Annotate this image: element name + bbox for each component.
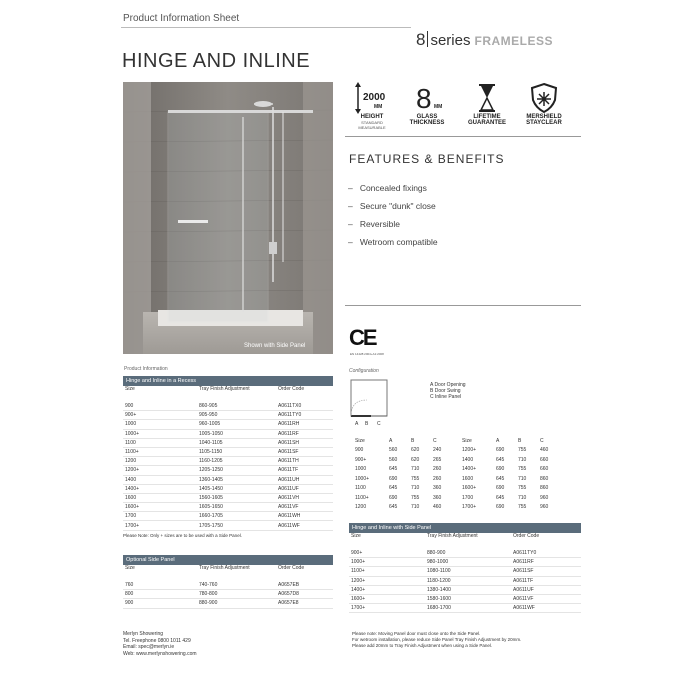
table-cell: 645 xyxy=(496,475,505,482)
table-row xyxy=(123,581,333,590)
table-cell: 360 xyxy=(433,485,442,492)
hinge-table-band: Hinge and Inline in a Recess xyxy=(123,376,333,386)
footer-company: Merlyn Showering xyxy=(123,631,164,637)
table-cell: A0611UH xyxy=(276,475,333,484)
table-cell: 1000+ xyxy=(349,558,425,567)
table-cell: 690 xyxy=(389,475,398,482)
table-cell: 710 xyxy=(518,475,527,482)
table-row xyxy=(462,484,562,494)
table-cell: 1700+ xyxy=(349,604,425,613)
table-cell: 1000 xyxy=(355,466,367,473)
table-row xyxy=(123,457,333,466)
table-row xyxy=(123,503,333,512)
table-cell: A0611VF xyxy=(276,503,333,512)
table-cell: 1600+ xyxy=(123,503,197,512)
feature-item: – Secure "dunk" close xyxy=(348,201,436,211)
table-row xyxy=(123,512,333,521)
table-cell: 1100+ xyxy=(349,567,425,576)
table-cell: 1600 xyxy=(123,493,197,502)
table-row xyxy=(123,493,333,502)
table-cell: 900+ xyxy=(349,549,425,558)
table-cell: 690 xyxy=(496,485,505,492)
table-cell: 1000+ xyxy=(355,475,370,482)
table-cell: 960 xyxy=(540,504,549,511)
table-cell: 900+ xyxy=(355,456,367,463)
table-cell: 1580-1600 xyxy=(425,594,511,603)
table-cell: 880-900 xyxy=(425,549,511,558)
configuration-heading: Configuration xyxy=(349,368,379,374)
col-code: Order Code xyxy=(513,533,540,539)
table-row xyxy=(462,493,562,503)
table-cell: 1400+ xyxy=(349,585,425,594)
feature-item: – Wetroom compatible xyxy=(348,237,438,247)
table-cell: 660 xyxy=(540,466,549,473)
table-cell: A0611TF xyxy=(511,576,581,585)
table-cell: 1080-1100 xyxy=(425,567,511,576)
feature-item: – Reversible xyxy=(348,219,400,229)
table-cell: 900 xyxy=(123,599,197,608)
dimensions-table-left: Size A B C 900 560 620 240 900+ 560 620 265 1000 645 710 260 1000+ 690 755 260 1100 645 710 360 1100+ 690 755 360 1200 645 710 460 xyxy=(355,436,455,512)
product-title: HINGE AND INLINE xyxy=(122,50,311,72)
table-cell: 710 xyxy=(411,504,420,511)
table-cell: 1200 xyxy=(123,457,197,466)
table-row xyxy=(462,465,562,475)
table-cell: A0611TX0 xyxy=(276,402,333,411)
series-word: series xyxy=(430,32,471,49)
glass-unit: MM xyxy=(434,104,443,110)
table-row xyxy=(355,503,455,513)
lifetime-guarantee-icon xyxy=(462,82,512,126)
table-cell: 960-1005 xyxy=(197,420,276,429)
table-row xyxy=(123,429,333,438)
hinge-table-grid xyxy=(123,386,333,531)
height-unit: MM xyxy=(374,104,383,110)
ce-mark: CE xyxy=(349,325,376,350)
table-cell: 260 xyxy=(433,466,442,473)
table-cell: A0611VH xyxy=(276,493,333,502)
table-cell: 900 xyxy=(355,447,364,454)
table-cell: 645 xyxy=(389,485,398,492)
table-cell: A0657D8 xyxy=(276,590,333,599)
table-cell: 460 xyxy=(433,504,442,511)
side-panel-table xyxy=(123,555,333,609)
table-cell: 460 xyxy=(540,447,549,454)
table-cell: 710 xyxy=(411,485,420,492)
col-tray: Tray Finish Adjustment xyxy=(199,386,250,392)
configuration-legend xyxy=(430,382,466,400)
table-cell: 265 xyxy=(433,456,442,463)
col-size: Size xyxy=(125,565,135,571)
table-row xyxy=(123,438,333,447)
table-cell: 1400 xyxy=(123,475,197,484)
glass-label: GLASS xyxy=(416,114,438,120)
table-cell: 740-760 xyxy=(197,581,276,590)
table-cell: 1200+ xyxy=(349,576,425,585)
glass-thickness-icon xyxy=(402,82,452,126)
table-cell: 710 xyxy=(518,456,527,463)
table-cell: A0611VF xyxy=(511,594,581,603)
table-row xyxy=(462,503,562,513)
table-row xyxy=(123,402,333,411)
table-cell: 560 xyxy=(389,456,398,463)
table-cell: 1405-1450 xyxy=(197,484,276,493)
legend-door-swing: B Door Swing xyxy=(430,388,461,394)
table-cell: A0611SF xyxy=(511,567,581,576)
table-cell: 1105-1150 xyxy=(197,447,276,456)
col-size: Size xyxy=(351,533,361,539)
table-cell: A0611UF xyxy=(276,484,333,493)
table-cell: 1000+ xyxy=(123,429,197,438)
table-row xyxy=(123,411,333,420)
table-cell: 690 xyxy=(496,504,505,511)
table-row xyxy=(123,599,333,608)
table-cell: 1400 xyxy=(462,456,474,463)
table-cell: 1200 xyxy=(355,504,367,511)
table-row xyxy=(349,567,581,576)
table-cell: 860 xyxy=(540,475,549,482)
table-cell: A0657E8 xyxy=(276,599,333,608)
table-cell: 860-905 xyxy=(197,402,276,411)
table-cell: 260 xyxy=(433,475,442,482)
table-cell: 1705-1750 xyxy=(197,521,276,530)
table-cell: 1200+ xyxy=(462,447,477,454)
table-cell: 755 xyxy=(518,485,527,492)
table-cell: 1700+ xyxy=(462,504,477,511)
table-cell: 1200+ xyxy=(123,466,197,475)
table-row xyxy=(355,484,455,494)
table-row xyxy=(355,455,455,465)
combo-grid xyxy=(349,533,581,613)
table-cell: 1100+ xyxy=(123,447,197,456)
table-cell: 1000 xyxy=(123,420,197,429)
product-photo xyxy=(123,82,333,354)
table-cell: 1660-1705 xyxy=(197,512,276,521)
table-cell: 905-950 xyxy=(197,411,276,420)
table-cell: 1700 xyxy=(462,494,474,501)
table-cell: A0611TF xyxy=(276,466,333,475)
table-cell: 1700 xyxy=(123,512,197,521)
table-cell: 1605-1650 xyxy=(197,503,276,512)
configuration-diagram xyxy=(349,378,419,428)
table-cell: 755 xyxy=(411,475,420,482)
table-cell: 900 xyxy=(123,402,197,411)
footer-email: Email: spec@merlyn.ie xyxy=(123,644,175,650)
footer-contact xyxy=(123,631,197,657)
table-cell: A0611UF xyxy=(511,585,581,594)
footnote-1: Please note: Moving Panel door must close onto the Side Panel. xyxy=(352,631,481,636)
height-value: 2000 xyxy=(363,92,386,103)
glass-value: 8 xyxy=(416,83,432,114)
table-row xyxy=(123,420,333,429)
table-cell: 1380-1400 xyxy=(425,585,511,594)
table-cell: A0611TY0 xyxy=(511,549,581,558)
table-cell: A0611RF xyxy=(276,429,333,438)
table-cell: 1560-1605 xyxy=(197,493,276,502)
legend-inline-panel: C Inline Panel xyxy=(430,394,462,400)
table-row xyxy=(355,446,455,456)
table-cell: 1160-1205 xyxy=(197,457,276,466)
table-row xyxy=(355,474,455,484)
features-top-rule xyxy=(345,136,581,137)
table-cell: 240 xyxy=(433,447,442,454)
table-cell: 880-900 xyxy=(197,599,276,608)
table-cell: A0611RH xyxy=(276,420,333,429)
table-cell: A0611RF xyxy=(511,558,581,567)
table-cell: 1100 xyxy=(123,438,197,447)
mershield-label: MERSHIELD xyxy=(526,114,562,120)
table-row xyxy=(123,484,333,493)
table-cell: 710 xyxy=(411,466,420,473)
table-cell: 760 xyxy=(123,581,197,590)
table-cell: 690 xyxy=(496,447,505,454)
table-row xyxy=(123,466,333,475)
table-cell: A0611TH xyxy=(276,457,333,466)
table-row xyxy=(462,474,562,484)
table-cell: 1205-1250 xyxy=(197,466,276,475)
lifetime-label-2: GUARANTEE xyxy=(467,120,506,126)
feature-item: – Concealed fixings xyxy=(348,183,427,193)
height-icon xyxy=(347,82,397,130)
side-panel-band: Optional Side Panel xyxy=(123,555,333,565)
sheet-title: Product Information Sheet xyxy=(123,13,240,24)
diagram-letter-b: B xyxy=(365,421,369,427)
table-cell: 755 xyxy=(411,494,420,501)
table-row xyxy=(123,521,333,530)
side-panel-combo-table xyxy=(349,523,581,613)
features-title: FEATURES & BENEFITS xyxy=(349,152,505,166)
series-divider xyxy=(427,31,428,47)
table-cell: A0611TY0 xyxy=(276,411,333,420)
table-row xyxy=(349,576,581,585)
table-cell: A0657EB xyxy=(276,581,333,590)
table-cell: 980-1000 xyxy=(425,558,511,567)
table-cell: 900+ xyxy=(123,411,197,420)
height-sub: STANDARD MEASURABLE xyxy=(358,120,386,130)
table-row xyxy=(349,604,581,613)
product-info-heading: Product Information xyxy=(124,366,168,372)
header-rule xyxy=(121,27,411,28)
footnote-2: For wetroom installation, please reduce Side Panel Tray Finish Adjustment by 20mm. xyxy=(352,637,522,642)
table-cell: 960 xyxy=(540,494,549,501)
combo-band: Hinge and Inline with Side Panel xyxy=(349,523,581,533)
table-row xyxy=(123,590,333,599)
table-row xyxy=(349,594,581,603)
table-cell: A0611SH xyxy=(276,438,333,447)
table-cell: 645 xyxy=(389,466,398,473)
photo-caption: Shown with Side Panel xyxy=(244,343,306,349)
table-cell: 1005-1050 xyxy=(197,429,276,438)
table-cell: A0611WH xyxy=(276,512,333,521)
table-cell: 1040-1105 xyxy=(197,438,276,447)
legend-door-opening: A Door Opening xyxy=(430,382,466,388)
table-cell: A0611WF xyxy=(276,521,333,530)
table-cell: 645 xyxy=(496,456,505,463)
series-type: FRAMELESS xyxy=(474,34,553,48)
table-cell: 660 xyxy=(540,456,549,463)
table-cell: 755 xyxy=(518,466,527,473)
ce-standard: EN 14428:2004+A1:2008 xyxy=(350,352,384,356)
table-cell: 1400+ xyxy=(462,466,477,473)
table-cell: 860 xyxy=(540,485,549,492)
spec-icons-row xyxy=(347,82,577,132)
table-cell: 755 xyxy=(518,447,527,454)
mershield-icon xyxy=(519,82,569,126)
table-cell: 780-800 xyxy=(197,590,276,599)
table-cell: 755 xyxy=(518,504,527,511)
diagram-letter-a: A xyxy=(355,421,359,427)
table-cell: A0611SF xyxy=(276,447,333,456)
table-cell: 1600+ xyxy=(462,485,477,492)
table-row xyxy=(462,455,562,465)
footnotes xyxy=(352,631,587,649)
table-row xyxy=(349,585,581,594)
col-tray: Tray Finish Adjustment xyxy=(199,565,250,571)
footnote-3: Please add 20mm to Tray Finish Adjustment when using a Side Panel. xyxy=(352,643,493,648)
features-bottom-rule xyxy=(345,305,581,306)
col-tray: Tray Finish Adjustment xyxy=(427,533,478,539)
table-row xyxy=(462,446,562,456)
side-panel-grid xyxy=(123,565,333,609)
table-cell: 1400+ xyxy=(123,484,197,493)
hinge-table xyxy=(123,376,333,538)
series-logo xyxy=(416,30,553,50)
hinge-table-note: Please Note: Only + sizes are to be used with a Side Panel. xyxy=(123,532,242,538)
table-cell: 1680-1700 xyxy=(425,604,511,613)
table-row xyxy=(123,475,333,484)
height-label: HEIGHT xyxy=(360,114,384,120)
table-cell: 360 xyxy=(433,494,442,501)
table-cell: 800 xyxy=(123,590,197,599)
table-cell: 1180-1200 xyxy=(425,576,511,585)
table-cell: 560 xyxy=(389,447,398,454)
diagram-letter-c: C xyxy=(377,421,381,427)
table-cell: 1360-1405 xyxy=(197,475,276,484)
table-cell: 1100 xyxy=(355,485,366,492)
table-cell: 710 xyxy=(518,494,527,501)
table-row xyxy=(355,465,455,475)
col-size: Size xyxy=(125,386,135,392)
table-cell: 1600 xyxy=(462,475,474,482)
table-row xyxy=(355,493,455,503)
table-cell: 690 xyxy=(496,466,505,473)
table-cell: 690 xyxy=(389,494,398,501)
features-list xyxy=(348,183,438,255)
table-cell: A0611WF xyxy=(511,604,581,613)
dimensions-table-right: Size A B C 1200+ 690 755 460 1400 645 710 660 1400+ 690 755 660 1600 645 710 860 1600+ 690 755 860 1700 645 710 960 1700+ 690 755 960 xyxy=(462,436,562,512)
series-number: 8 xyxy=(416,30,426,49)
col-code: Order Code xyxy=(278,386,305,392)
table-cell: 1700+ xyxy=(123,521,197,530)
table-row xyxy=(349,558,581,567)
table-cell: 645 xyxy=(496,494,505,501)
table-row xyxy=(349,549,581,558)
footer-web: Web: www.merlynshowering.com xyxy=(123,650,197,657)
col-code: Order Code xyxy=(278,565,305,571)
footer-tel: Tel. Freephone 0800 1011 429 xyxy=(123,637,191,644)
table-cell: 1600+ xyxy=(349,594,425,603)
table-cell: 1100+ xyxy=(355,494,369,501)
glass-label-2: THICKNESS xyxy=(409,120,445,126)
lifetime-label: LIFETIME xyxy=(473,114,501,120)
mershield-label-2: STAYCLEAR xyxy=(526,120,562,126)
table-row xyxy=(123,447,333,456)
table-cell: 620 xyxy=(411,456,420,463)
table-cell: 620 xyxy=(411,447,420,454)
table-cell: 645 xyxy=(389,504,398,511)
